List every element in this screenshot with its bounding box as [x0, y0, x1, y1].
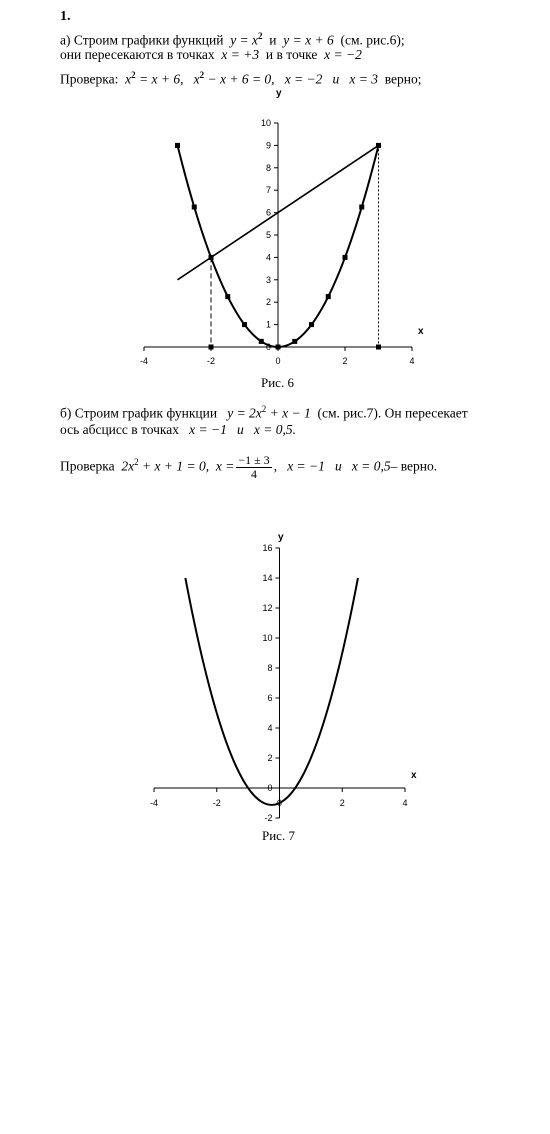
- part-a-eq2-rest: − x + 6 = 0,: [207, 71, 275, 87]
- part-a-line2-mid: и в точке: [265, 47, 318, 62]
- part-b-verdict: – верно.: [390, 458, 438, 474]
- part-b-func: y = 2x: [227, 405, 262, 421]
- fig7-y-tick-label: 16: [262, 543, 273, 553]
- part-b-func-rest: + x − 1: [269, 405, 311, 421]
- part-a-check-label: Проверка:: [60, 71, 119, 87]
- part-b-frac-bot: 4: [251, 466, 257, 481]
- fig6-y-tick-label: 0: [265, 342, 271, 352]
- part-b-eq-rest: + x + 1 = 0,: [142, 458, 210, 474]
- figure-7-caption: Рис. 7: [262, 828, 295, 843]
- fig7-y-tick-label: 0: [267, 783, 273, 793]
- fig7-y-tick-label: 14: [262, 573, 273, 583]
- fig6-y-tick-label: 5: [265, 230, 271, 240]
- fig6-x-tick-label: -4: [139, 356, 149, 366]
- fig7-y-tick-label: 12: [262, 603, 273, 613]
- part-a-eq2: x: [193, 71, 200, 87]
- part-a-eq1: x: [125, 71, 132, 87]
- part-b-eq: 2x: [121, 458, 135, 474]
- part-b-line1-prefix: б) Строим график функции: [60, 405, 218, 421]
- part-a-line1-suffix: (см. рис.6);: [340, 32, 405, 48]
- part-a-eq1-power: 2: [131, 70, 136, 80]
- problem-number: 1.: [60, 9, 71, 24]
- part-a-root2: x = 3: [349, 71, 379, 87]
- fig7-y-tick-label: 4: [267, 723, 273, 733]
- part-b-frac-top: −1 ± 3: [238, 452, 270, 467]
- part-a-func1: y = x: [230, 32, 259, 48]
- part-b-func-power: 2: [261, 404, 267, 414]
- fig7-x-tick-label: -4: [149, 798, 159, 808]
- fig6-y-tick-label: 6: [265, 207, 271, 218]
- fig7-x-tick-label: 2: [339, 798, 345, 808]
- part-b-and: и: [237, 422, 244, 437]
- part-b-line-3: Проверка $2x^2 + x + 1 = 0$, x = $\frac{-1 \pm 3}{4}$ , x = −1 и x = 0,5– верно.: [60, 452, 438, 481]
- fig6-x-tick-label: 2: [342, 356, 348, 366]
- fig7-x-tick-label: 4: [402, 798, 408, 808]
- part-b-check-label: Проверка: [60, 458, 115, 474]
- fig7-x-tick-label: 0: [276, 798, 283, 808]
- part-a-root1: x = −2: [284, 71, 323, 87]
- fig6-y-tick-label: 8: [265, 162, 271, 173]
- part-b-r1: x = −1: [287, 458, 325, 474]
- fig6-y-tick-label: 7: [265, 185, 271, 196]
- part-b-line1-suffix: (см. рис.7). Он пересекает: [317, 405, 468, 421]
- part-b-r2: x = 0,5: [351, 458, 391, 474]
- part-a-line1-prefix: а) Строим графики функций: [60, 32, 224, 48]
- fig6-y-tick-label: 3: [265, 274, 271, 285]
- fig7-x-axis-label: x: [411, 770, 417, 781]
- figure-6-caption: Рис. 6: [261, 375, 294, 390]
- fig6-y-tick-label: 9: [265, 140, 271, 151]
- fig7-y-tick-label: 2: [267, 753, 273, 763]
- fig6-x-tick-label: 0: [275, 356, 281, 366]
- part-b-root2: x = 0,5.: [253, 422, 296, 437]
- part-a-line2-prefix: они пересекаются в точках: [60, 47, 215, 62]
- part-a-point1: x = +3: [221, 47, 260, 62]
- part-b-line2-prefix: ось абсцисс в точках: [60, 422, 180, 437]
- part-a-verdict: верно;: [384, 71, 422, 87]
- part-b-x-eq: x =: [215, 458, 235, 474]
- fig6-x-axis-label: x: [418, 326, 424, 337]
- part-b-and-2: и: [335, 458, 342, 474]
- part-a-eq1-rest: = x + 6,: [139, 71, 184, 87]
- part-b-eq-power: 2: [134, 457, 139, 467]
- fig7-x-tick-label: -2: [212, 798, 221, 808]
- fig6-y-tick-label: 10: [260, 118, 271, 128]
- part-b-root1: x = −1: [189, 422, 227, 437]
- part-a-func1-power: 2: [258, 31, 263, 41]
- fig6-x-tick-label: 4: [409, 356, 415, 366]
- fig6-y-tick-label: 1: [265, 319, 271, 330]
- part-a-eq2-power: 2: [199, 70, 205, 80]
- fig7-y-tick-label: -2: [264, 813, 273, 823]
- fig6-y-axis-label: y: [276, 88, 282, 99]
- fig6-y-tick-label: 2: [265, 297, 271, 308]
- part-a-func2: y = x + 6: [283, 32, 334, 48]
- part-a-and: и: [269, 32, 277, 48]
- part-a-and-it: и: [332, 71, 340, 87]
- part-a-point2: x = −2: [324, 47, 362, 62]
- fig7-y-tick-label: 6: [267, 693, 273, 703]
- fig7-y-tick-label: 10: [262, 633, 273, 643]
- fig6-x-tick-label: -2: [206, 356, 216, 366]
- fig7-y-tick-label: 8: [267, 663, 273, 673]
- fig6-y-tick-label: 4: [265, 252, 271, 263]
- fig7-y-axis-label: y: [278, 532, 284, 543]
